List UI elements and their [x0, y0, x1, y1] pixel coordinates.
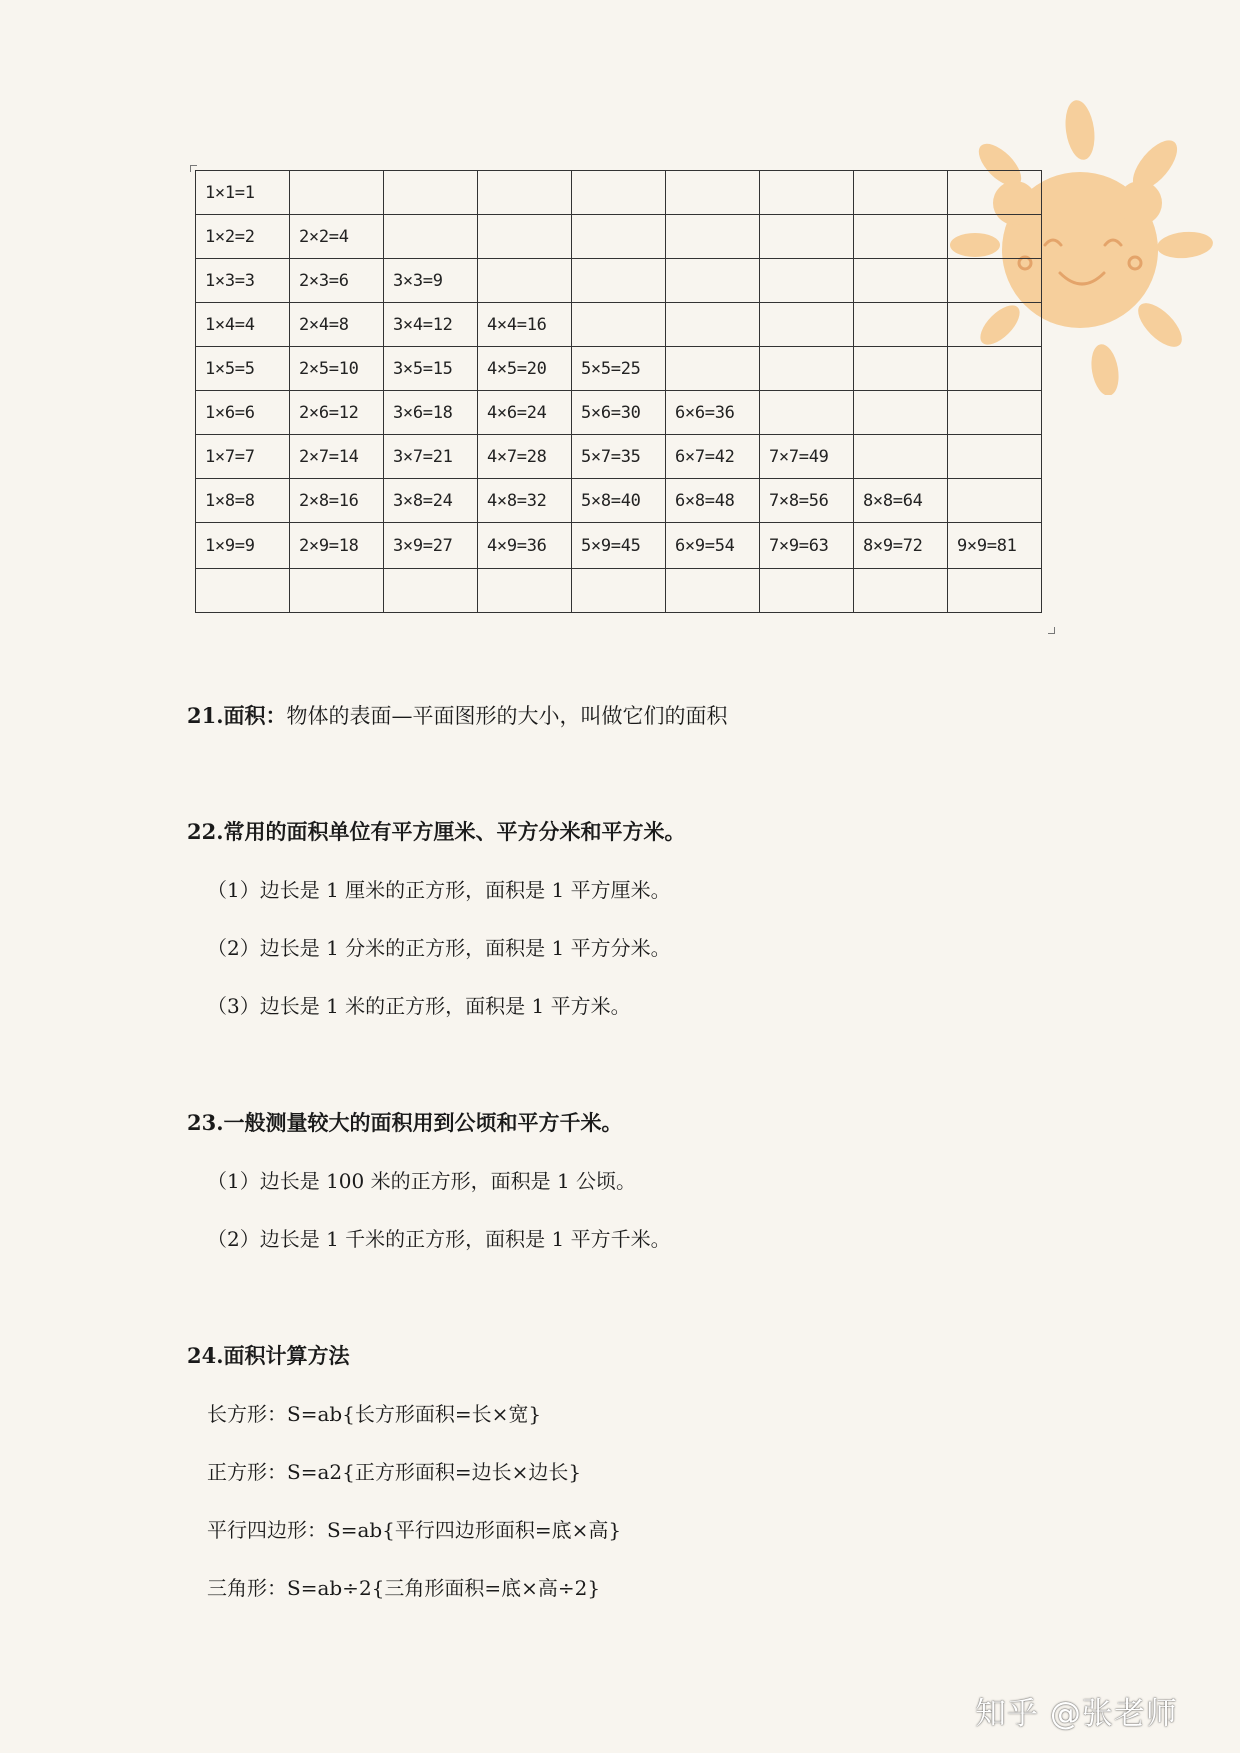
table-cell: 2×3=6 [290, 259, 384, 303]
table-cell [760, 569, 854, 613]
table-cell [854, 435, 948, 479]
table-row [196, 171, 1042, 215]
table-cell [666, 303, 760, 347]
section-22-item: （2）边长是 1 分米的正方形，面积是 1 平方分米。 [207, 936, 671, 960]
table-cell: 2×5=10 [290, 347, 384, 391]
table-cell: 1×7=7 [196, 435, 290, 479]
table-cell [948, 347, 1042, 391]
table-cell: 2×6=12 [290, 391, 384, 435]
table-cell: 1×1=1 [196, 171, 290, 215]
table-cell [478, 171, 572, 215]
table-cell [760, 391, 854, 435]
section-23-item: （2）边长是 1 千米的正方形，面积是 1 平方千米。 [207, 1227, 671, 1251]
table-row [196, 523, 1042, 569]
formula-triangle: 三角形：S=ab÷2{三角形面积=底×高÷2} [207, 1576, 601, 1600]
table-cell: 1×9=9 [196, 523, 290, 569]
formula-parallelogram: 平行四边形：S=ab{平行四边形面积=底×高} [207, 1518, 622, 1542]
section-21-label: 21.面积： [187, 703, 287, 728]
table-cell [196, 569, 290, 613]
table-cell [948, 569, 1042, 613]
table-cell [572, 215, 666, 259]
table-cell [384, 171, 478, 215]
table-cell: 2×2=4 [290, 215, 384, 259]
table-cell [854, 347, 948, 391]
table-cell: 9×9=81 [948, 523, 1042, 569]
table-cell [760, 215, 854, 259]
table-cell [290, 171, 384, 215]
section-24-heading: 24.面积计算方法 [187, 1343, 350, 1368]
table-cell: 6×6=36 [666, 391, 760, 435]
table-cell: 5×7=35 [572, 435, 666, 479]
crop-mark [1048, 627, 1055, 634]
table-cell [760, 347, 854, 391]
table-row [196, 303, 1042, 347]
table-cell [854, 303, 948, 347]
table-cell: 8×9=72 [854, 523, 948, 569]
table-cell: 3×4=12 [384, 303, 478, 347]
table-cell: 2×7=14 [290, 435, 384, 479]
table-cell: 1×8=8 [196, 479, 290, 523]
table-cell [760, 303, 854, 347]
section-23-item: （1）边长是 100 米的正方形，面积是 1 公顷。 [207, 1169, 637, 1193]
section-21-text: 物体的表面—平面图形的大小，叫做它们的面积 [286, 704, 728, 728]
table-cell: 3×3=9 [384, 259, 478, 303]
table-cell: 7×8=56 [760, 479, 854, 523]
table-cell: 1×4=4 [196, 303, 290, 347]
table-cell [572, 171, 666, 215]
table-cell [760, 259, 854, 303]
table-cell [948, 391, 1042, 435]
zhihu-watermark: 知乎 @张老师 [975, 1696, 1178, 1732]
table-cell [948, 479, 1042, 523]
table-cell [854, 569, 948, 613]
table-cell: 3×5=15 [384, 347, 478, 391]
section-22-item: （3）边长是 1 米的正方形，面积是 1 平方米。 [207, 994, 631, 1018]
table-cell [666, 259, 760, 303]
table-cell: 5×6=30 [572, 391, 666, 435]
table-cell [572, 569, 666, 613]
table-cell: 4×7=28 [478, 435, 572, 479]
table-row [196, 259, 1042, 303]
table-cell: 1×2=2 [196, 215, 290, 259]
section-23-heading: 23.一般测量较大的面积用到公顷和平方千米。 [187, 1110, 623, 1135]
table-cell: 1×3=3 [196, 259, 290, 303]
table-cell: 3×9=27 [384, 523, 478, 569]
multiplication-table [195, 170, 1042, 613]
table-cell [478, 259, 572, 303]
table-cell [384, 215, 478, 259]
table-cell [478, 215, 572, 259]
table-cell: 1×6=6 [196, 391, 290, 435]
table-cell: 2×9=18 [290, 523, 384, 569]
table-cell: 8×8=64 [854, 479, 948, 523]
table-row [196, 569, 1042, 613]
table-cell: 1×5=5 [196, 347, 290, 391]
table-cell: 2×8=16 [290, 479, 384, 523]
table-cell: 4×5=20 [478, 347, 572, 391]
table-cell: 4×4=16 [478, 303, 572, 347]
formula-square: 正方形：S=a2{正方形面积=边长×边长} [207, 1460, 582, 1484]
table-cell: 4×9=36 [478, 523, 572, 569]
table-cell: 5×5=25 [572, 347, 666, 391]
table-cell [948, 171, 1042, 215]
table-cell: 6×7=42 [666, 435, 760, 479]
table-cell: 7×7=49 [760, 435, 854, 479]
section-22-heading: 22.常用的面积单位有平方厘米、平方分米和平方米。 [187, 819, 686, 844]
table-cell [948, 303, 1042, 347]
table-cell: 4×8=32 [478, 479, 572, 523]
table-cell [666, 215, 760, 259]
table-cell [666, 569, 760, 613]
table-cell: 2×4=8 [290, 303, 384, 347]
table-cell: 3×7=21 [384, 435, 478, 479]
table-cell: 7×9=63 [760, 523, 854, 569]
table-cell [948, 215, 1042, 259]
table-cell [572, 303, 666, 347]
table-cell: 3×8=24 [384, 479, 478, 523]
table-cell: 6×8=48 [666, 479, 760, 523]
table-row [196, 347, 1042, 391]
table-cell [760, 171, 854, 215]
table-cell: 5×8=40 [572, 479, 666, 523]
table-cell [854, 171, 948, 215]
table-cell [384, 569, 478, 613]
table-cell [290, 569, 384, 613]
section-22-item: （1）边长是 1 厘米的正方形，面积是 1 平方厘米。 [207, 878, 671, 902]
table-cell [948, 435, 1042, 479]
table-cell: 3×6=18 [384, 391, 478, 435]
table-cell [572, 259, 666, 303]
table-cell [948, 259, 1042, 303]
table-cell [854, 259, 948, 303]
table-cell: 4×6=24 [478, 391, 572, 435]
table-cell: 6×9=54 [666, 523, 760, 569]
table-cell: 5×9=45 [572, 523, 666, 569]
formula-rectangle: 长方形：S=ab{长方形面积=长×宽} [207, 1402, 542, 1426]
table-cell [854, 215, 948, 259]
table-row [196, 435, 1042, 479]
table-cell [478, 569, 572, 613]
section-21-heading [187, 700, 728, 730]
table-row [196, 391, 1042, 435]
table-cell [666, 171, 760, 215]
table-cell [854, 391, 948, 435]
table-cell [666, 347, 760, 391]
table-row [196, 479, 1042, 523]
table-row [196, 215, 1042, 259]
